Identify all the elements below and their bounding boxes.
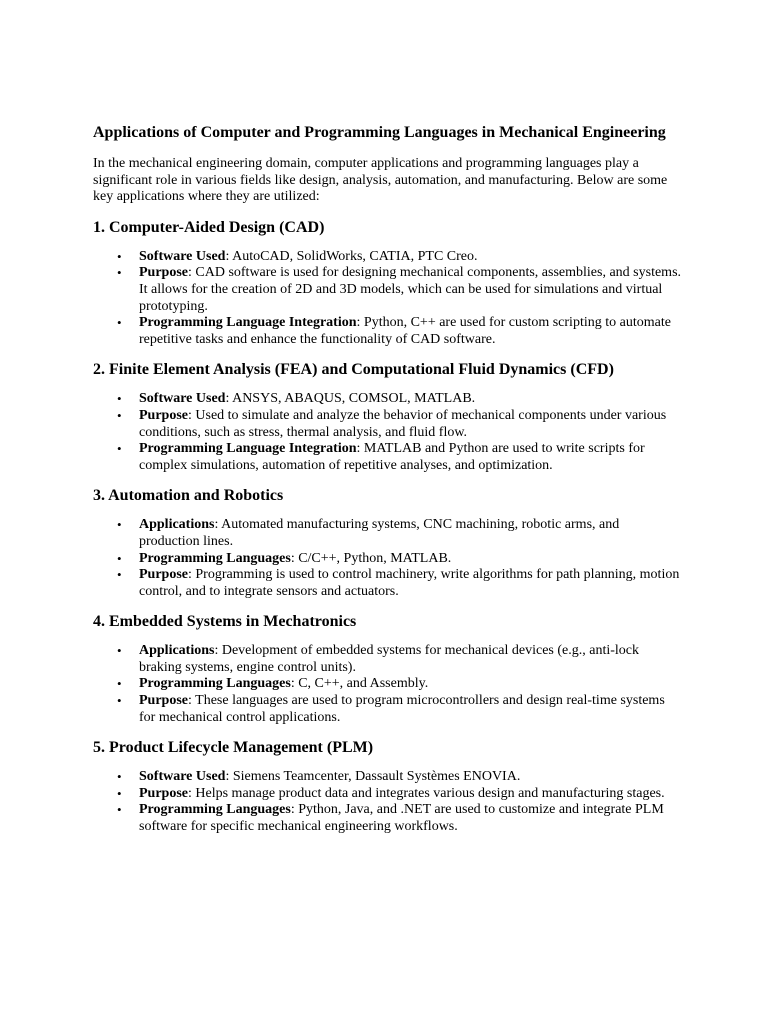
item-text: : CAD software is used for designing mechanical components, assemblies, and systems. It allows for the creation of 2D and 3D models, which can be used for simulations and virtual prototyping. (139, 265, 682, 314)
list-item (117, 407, 683, 441)
list-item (117, 676, 683, 693)
item-text: : These languages are used to program microcontrollers and design real-time systems for mechanical control applications. (139, 693, 665, 725)
bullet-icon: • (117, 676, 122, 692)
bullet-icon: • (117, 693, 122, 709)
item-label: Applications (139, 643, 215, 659)
list-item (117, 517, 683, 550)
bullet-icon: • (117, 517, 122, 533)
bullet-icon: • (117, 407, 122, 423)
item-label: Purpose (139, 567, 188, 583)
intro-paragraph: In the mechanical engineering domain, computer applications and programming languages play a significant role in various fields like design, analysis, automation, and manufacturing. Below are some key applications where they are utilized: (93, 156, 668, 205)
item-text: : Python, Java, and .NET are used to customize and integrate PLM software for specific mechanical engineering workflows. (139, 802, 664, 835)
item-text: : Python, C++ are used for custom scripting to automate repetitive tasks and enhance the functionality of CAD software. (139, 315, 671, 347)
item-text: : AutoCAD, SolidWorks, CATIA, PTC Creo. (225, 248, 478, 264)
item-text: : Automated manufacturing systems, CNC machining, robotic arms, and production lines. (139, 517, 620, 549)
list-item (117, 391, 683, 408)
item-text: : C, C++, and Assembly. (290, 676, 429, 692)
list-item (117, 769, 683, 786)
item-label: Purpose (139, 693, 188, 709)
bullet-icon: • (117, 802, 122, 818)
bullet-icon: • (117, 441, 122, 457)
list-item (117, 693, 683, 726)
item-label: Software Used (139, 391, 226, 407)
section-list-cad (93, 249, 683, 349)
list-item (117, 643, 683, 676)
section-heading-fea-cfd: 2. Finite Element Analysis (FEA) and Computational Fluid Dynamics (CFD) (93, 361, 614, 379)
list-item (117, 248, 683, 266)
item-text: : Siemens Teamcenter, Dassault Systèmes ENOVIA. (225, 769, 521, 785)
bullet-icon: • (117, 550, 122, 566)
item-label: Programming Languages (139, 550, 291, 566)
section-list-plm (93, 769, 683, 835)
section-list-embedded-systems (93, 643, 683, 726)
item-label: Programming Languages (139, 802, 291, 818)
item-label: Purpose (139, 407, 188, 423)
document-page (93, 123, 683, 848)
bullet-icon: • (117, 785, 122, 801)
item-text: : Development of embedded systems for mechanical devices (e.g., anti-lock braking systems, engine control units). (139, 643, 639, 675)
bullet-icon: • (117, 567, 122, 583)
list-item (117, 785, 683, 803)
item-text: : ANSYS, ABAQUS, COMSOL, MATLAB. (225, 391, 476, 407)
list-item (117, 567, 683, 600)
item-label: Purpose (139, 785, 188, 801)
list-item (117, 802, 683, 835)
bullet-icon: • (117, 391, 122, 407)
item-text: : Programming is used to control machinery, write algorithms for path planning, motion control, and to integrate sensors and actuators. (139, 567, 680, 599)
bullet-icon: • (117, 769, 122, 785)
section-heading-plm: 5. Product Lifecycle Management (PLM) (93, 739, 374, 757)
list-item (117, 265, 683, 315)
section-list-fea-cfd (93, 391, 683, 474)
item-text: : C/C++, Python, MATLAB. (290, 550, 452, 566)
section-heading-cad: 1. Computer-Aided Design (CAD) (93, 218, 325, 236)
bullet-icon: • (117, 315, 122, 331)
list-item (117, 441, 683, 474)
item-label: Software Used (139, 769, 226, 785)
item-text: : Helps manage product data and integrates various design and manufacturing stages. (188, 785, 665, 801)
bullet-icon: • (117, 265, 122, 281)
item-label: Programming Languages (139, 676, 291, 692)
item-text: : MATLAB and Python are used to write scripts for complex simulations, automation of repetitive analyses, and optimization. (139, 441, 645, 473)
item-label: Applications (139, 517, 215, 533)
item-label: Programming Language Integration (139, 315, 357, 331)
item-label: Programming Language Integration (139, 441, 357, 457)
item-label: Software Used (139, 248, 226, 264)
section-heading-automation-robotics: 3. Automation and Robotics (93, 487, 284, 505)
bullet-icon: • (117, 643, 122, 659)
item-label: Purpose (139, 265, 188, 281)
list-item (117, 550, 683, 568)
section-heading-embedded-systems: 4. Embedded Systems in Mechatronics (93, 613, 357, 631)
section-list-automation-robotics (93, 517, 683, 600)
item-text: : Used to simulate and analyze the behavior of mechanical components under various conditions, such as stress, thermal analysis, and fluid flow. (139, 407, 667, 440)
document-title: Applications of Computer and Programming Languages in Mechanical Engineering (93, 124, 666, 141)
list-item (117, 315, 683, 348)
bullet-icon: • (117, 248, 122, 264)
